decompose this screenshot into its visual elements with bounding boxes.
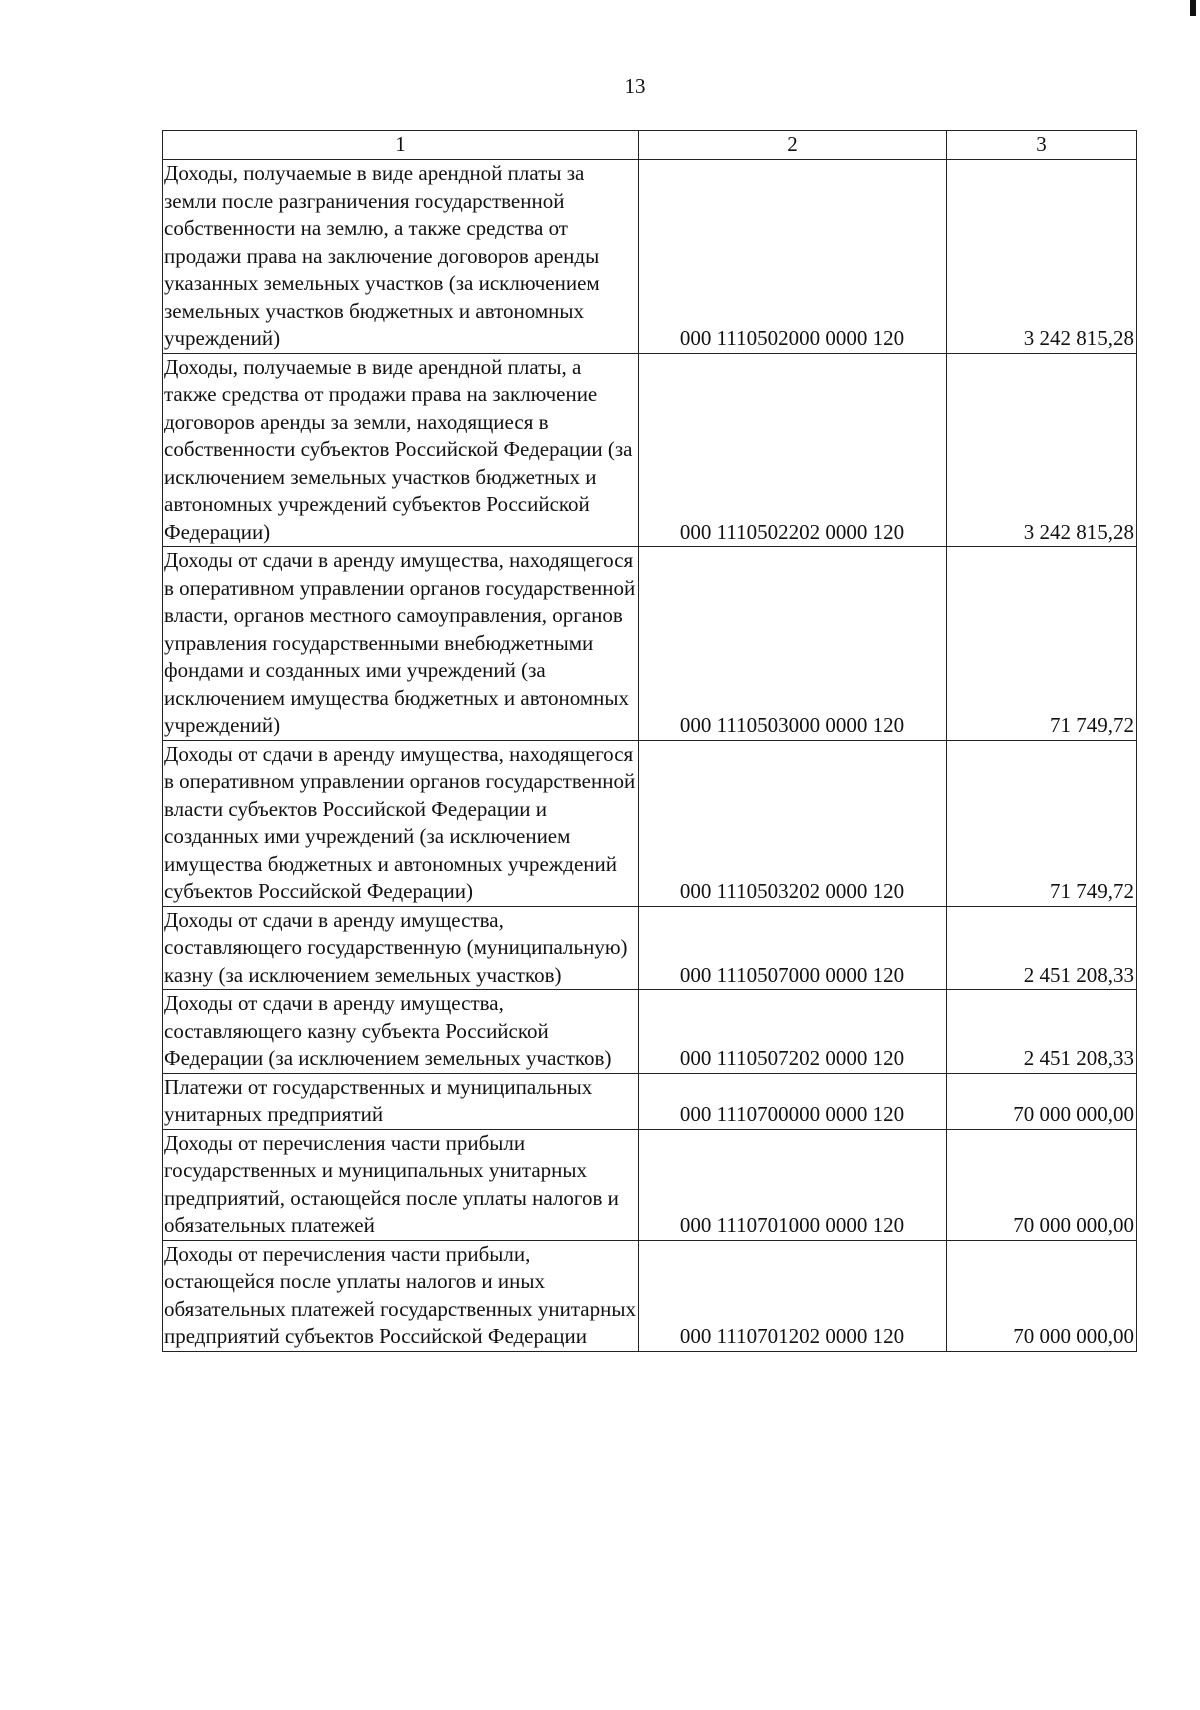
row-description: Доходы от сдачи в аренду имущества, составляющего казну субъекта Российской Федерации (за исключением земельных участков) [163, 990, 639, 1074]
table-row [163, 160, 1137, 354]
row-code: 000 1110507000 0000 120 [639, 906, 947, 990]
row-amount: 70 000 000,00 [947, 1073, 1137, 1129]
row-amount: 71 749,72 [947, 547, 1137, 741]
scan-edge-mark [1190, 0, 1196, 16]
row-code: 000 1110503000 0000 120 [639, 547, 947, 741]
row-code: 000 1110503202 0000 120 [639, 740, 947, 906]
table-row [163, 740, 1137, 906]
row-description: Доходы, получаемые в виде арендной платы, а также средства от продажи права на заключение договоров аренды за земли, находящиеся в собственности субъектов Российской Федерации (за исключением земельных участков бюджетных и автономных учреждений субъектов Российской Федерации) [163, 353, 639, 547]
row-description: Доходы от сдачи в аренду имущества, находящегося в оперативном управлении органов государственной власти субъектов Российской Федерации и созданных ими учреждений (за исключением имущества бюджетных и автономных учреждений субъектов Российской Федерации) [163, 740, 639, 906]
column-header-3: 3 [947, 131, 1137, 160]
row-amount: 70 000 000,00 [947, 1240, 1137, 1351]
row-description: Доходы от сдачи в аренду имущества, находящегося в оперативном управлении органов государственной власти, органов местного самоуправления, органов управления государственными внебюджетными фондами и созданных ими учреждений (за исключением имущества бюджетных и автономных учреждений) [163, 547, 639, 741]
row-description: Доходы от перечисления части прибыли, остающейся после уплаты налогов и иных обязательных платежей государственных унитарных предприятий субъектов Российской Федерации [163, 1240, 639, 1351]
table-row [163, 1129, 1137, 1240]
row-amount: 2 451 208,33 [947, 990, 1137, 1074]
table-row [163, 1073, 1137, 1129]
row-code: 000 1110502000 0000 120 [639, 160, 947, 354]
row-amount: 2 451 208,33 [947, 906, 1137, 990]
row-code: 000 1110701202 0000 120 [639, 1240, 947, 1351]
row-amount: 3 242 815,28 [947, 353, 1137, 547]
table-row [163, 906, 1137, 990]
row-code: 000 1110700000 0000 120 [639, 1073, 947, 1129]
row-amount: 71 749,72 [947, 740, 1137, 906]
row-code: 000 1110502202 0000 120 [639, 353, 947, 547]
table-row [163, 547, 1137, 741]
table-row [163, 990, 1137, 1074]
table-row [163, 1240, 1137, 1351]
revenue-table [162, 130, 1137, 1352]
table-row [163, 353, 1137, 547]
column-header-2: 2 [639, 131, 947, 160]
table-header-row [163, 131, 1137, 160]
row-description: Доходы от сдачи в аренду имущества, составляющего государственную (муниципальную) казну (за исключением земельных участков) [163, 906, 639, 990]
row-description: Платежи от государственных и муниципальных унитарных предприятий [163, 1073, 639, 1129]
row-code: 000 1110507202 0000 120 [639, 990, 947, 1074]
row-description: Доходы, получаемые в виде арендной платы за земли после разграничения государственной собственности на землю, а также средства от продажи права на заключение договоров аренды указанных земельных участков (за исключением земельных участков бюджетных и автономных учреждений) [163, 160, 639, 354]
row-amount: 3 242 815,28 [947, 160, 1137, 354]
row-code: 000 1110701000 0000 120 [639, 1129, 947, 1240]
page-number: 13 [624, 74, 646, 98]
row-amount: 70 000 000,00 [947, 1129, 1137, 1240]
column-header-1: 1 [163, 131, 639, 160]
row-description: Доходы от перечисления части прибыли государственных и муниципальных унитарных предприятий, остающейся после уплаты налогов и обязательных платежей [163, 1129, 639, 1240]
